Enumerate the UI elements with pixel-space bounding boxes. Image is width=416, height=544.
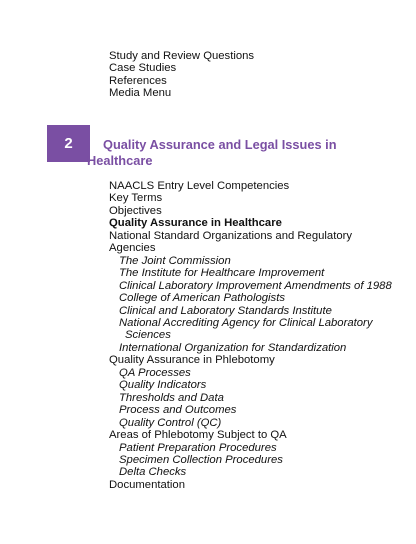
toc-subentry[interactable]: Quality Indicators [119,379,207,392]
toc-entry[interactable]: National Standard Organizations and Regulatory Agencies [109,229,353,255]
toc-entry[interactable]: References [109,74,167,87]
toc-subentry[interactable]: Quality Control (QC) [119,416,222,429]
toc-entry[interactable]: Documentation [109,478,185,491]
toc-entry[interactable]: Key Terms [109,192,163,205]
toc-entry[interactable]: Study and Review Questions [109,50,255,62]
toc-subentry[interactable]: College of American Pathologists [119,292,285,305]
toc-subentry[interactable]: National Accrediting Agency for Clinical Laboratory [119,316,373,329]
toc-subentry[interactable]: Thresholds and Data [119,391,224,404]
toc-subentry[interactable]: International Organization for Standardization [119,341,347,354]
toc-subentry[interactable]: The Institute for Healthcare Improvement [119,267,325,280]
toc-subentry[interactable]: Patient Preparation Procedures [119,441,277,454]
toc-subentry[interactable]: Process and Outcomes [119,404,237,417]
chapter-title[interactable]: Quality Assurance and Legal Issues in Healthcare [87,137,337,168]
toc-subentry[interactable]: The Joint Commission [119,254,231,267]
toc-entry[interactable]: Areas of Phlebotomy Subject to QA [109,429,287,442]
chapter-contents [109,180,399,491]
toc-entry[interactable]: Case Studies [109,62,177,75]
toc-entry[interactable]: NAACLS Entry Level Competencies [109,180,290,192]
chapter-number-badge: 2 [47,125,90,162]
toc-entry[interactable]: Media Menu [109,87,172,100]
toc-subentry[interactable]: Delta Checks [119,466,187,479]
toc-subentry[interactable]: Specimen Collection Procedures [119,453,283,466]
previous-chapter-items [109,50,399,100]
toc-entry-current[interactable]: Quality Assurance in Healthcare [109,217,282,230]
toc-subentry-continuation[interactable]: Sciences [125,329,171,342]
toc-subentry[interactable]: Clinical Laboratory Improvement Amendments of 1988 [119,279,392,292]
toc-subentry[interactable]: QA Processes [119,366,191,379]
toc-entry[interactable]: Quality Assurance in Phlebotomy [109,354,275,367]
toc-entry[interactable]: Objectives [109,204,162,217]
toc-subentry[interactable]: Clinical and Laboratory Standards Institute [119,304,332,317]
